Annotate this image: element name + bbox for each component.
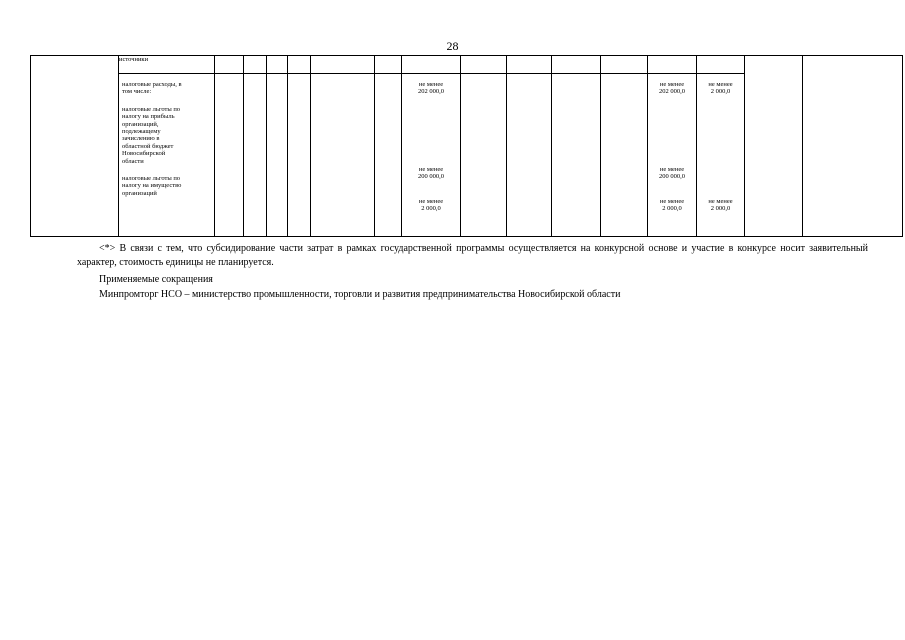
profit-tax-value: не менее [659,165,685,173]
profit-tax-line: Новосибирской [122,150,166,158]
tax-expenses-value: не менее [708,81,733,88]
profit-tax-value: не менее [418,165,444,173]
footnote-text: <*> В связи с тем, что субсидирование части затрат в рамках государственной программы осуществляется на конкурсной основе и участие в конкурсе носит заявительный характер, стоимость единицы не планируется. [77,243,868,268]
table-cell [803,56,903,237]
table-cell [745,56,803,237]
values-cell-a [402,74,461,237]
profit-tax-line: зачислению в [122,135,160,143]
page-number: 28 [446,39,459,53]
profit-tax-value: 200 000,0 [418,173,444,181]
values-cell-b [648,74,697,237]
tax-expenses-value: 202 000,0 [659,88,685,96]
sources-label: источники [119,56,215,74]
tax-description-cell [119,74,215,237]
property-tax-line: налоговые льготы по [122,175,181,183]
profit-tax-line: области [122,157,144,165]
table-cell [31,56,119,237]
profit-tax-line: налоговые льготы по [122,105,181,113]
property-tax-line: организаций [122,189,157,197]
tax-expenses-value: 202 000,0 [418,88,444,96]
tax-expenses-line: налоговые расходы, в [122,81,182,88]
property-tax-value: не менее [418,197,444,205]
tax-expenses-value: не менее [659,81,685,88]
budget-table [30,55,903,237]
property-tax-value: 2 000,0 [710,205,731,213]
profit-tax-value: 200 000,0 [659,173,685,181]
property-tax-value: 2 000,0 [421,205,441,213]
tax-expenses-value: 2 000,0 [710,88,731,96]
profit-tax-line: областной бюджет [122,142,174,150]
profit-tax-line: организаций, [122,120,159,128]
tax-expenses-line: том числе: [122,88,152,96]
tax-expenses-value: не менее [418,81,444,88]
abbreviation-line: Минпромторг НСО – министерство промышленности, торговли и развития предпринимательства Новосибирской области [99,289,621,300]
property-tax-value: не менее [708,197,733,205]
abbreviations-heading: Применяемые сокращения [99,274,213,285]
table-row-sources [31,56,903,74]
property-tax-value: не менее [659,197,685,205]
footnote [77,242,868,270]
profit-tax-line: налогу на прибыль [122,113,175,121]
values-cell-c [697,74,745,237]
property-tax-value: 2 000,0 [662,205,682,213]
profit-tax-line: подлежащему [122,128,161,136]
property-tax-line: налогу на имущество [122,182,182,190]
